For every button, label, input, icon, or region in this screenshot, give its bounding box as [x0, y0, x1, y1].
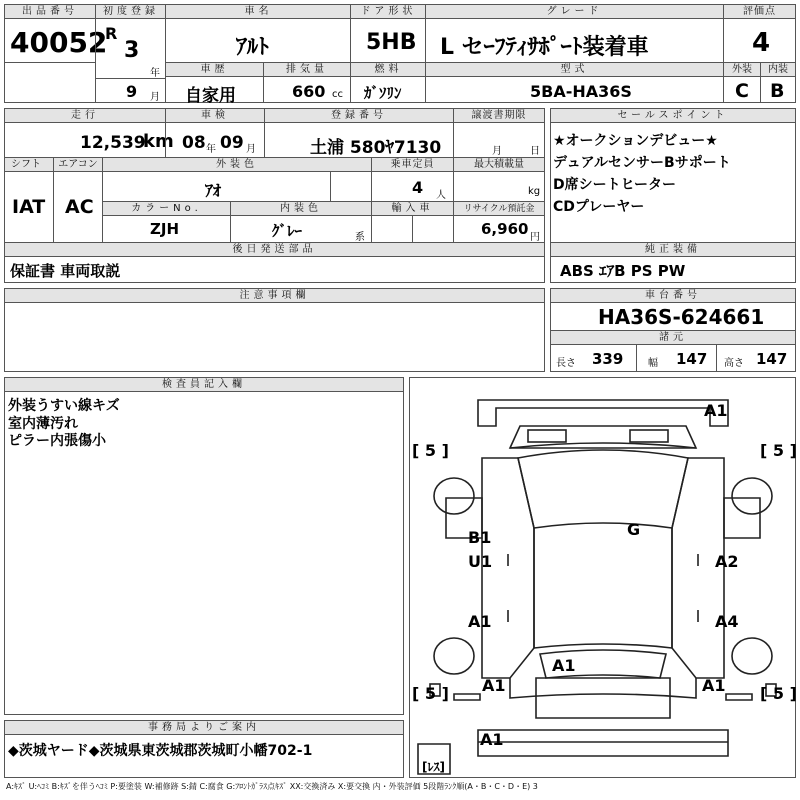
chassis-number: HA36S-624661	[598, 305, 765, 329]
displacement-unit: cc	[332, 89, 343, 100]
interior: ｸﾞﾚｰ	[272, 222, 303, 240]
displacement: 660	[292, 82, 326, 101]
recycle: 6,960	[481, 220, 529, 238]
height: 147	[756, 350, 788, 368]
color: ｱｵ	[205, 181, 222, 200]
mark-rear-right: A1	[702, 676, 726, 695]
grade-label: グレード	[426, 5, 723, 19]
mark-right-bracket-bot: [ 5 ]	[760, 684, 797, 703]
era: R	[105, 24, 118, 43]
capacity-label: 乗車定員	[372, 158, 453, 172]
ac-label: エアコン	[54, 158, 102, 172]
plate-label: 登録番号	[265, 109, 453, 123]
lot-number: 40052	[10, 26, 108, 59]
door-label: ドア形状	[351, 5, 426, 19]
insp-year: 08	[182, 133, 206, 153]
max-load-unit: kg	[528, 186, 541, 197]
mark-rear-center: A1	[552, 656, 576, 675]
color-label: 外装色	[103, 158, 371, 172]
car-outline	[410, 378, 795, 777]
interior-label: 内装色	[231, 202, 371, 216]
shift: IAT	[12, 196, 46, 218]
mark-right-bracket-top: [ 5 ]	[760, 441, 797, 460]
fuel: ｶﾞｿﾘﾝ	[364, 84, 402, 102]
insp-month-unit: 月	[246, 144, 256, 155]
mark-roof: G	[627, 520, 641, 539]
office-label: 事務局よりご案内	[5, 721, 403, 735]
inspection-label: 車検	[166, 109, 264, 123]
displacement-label: 排気量	[264, 63, 350, 77]
interior-unit: 系	[355, 232, 365, 243]
sales-line-4: CDプレーヤー	[553, 199, 645, 215]
inspector-line-1: 外装うすい線キズ	[8, 398, 120, 414]
history-label: 車歴	[166, 63, 263, 77]
transfer-month-unit: 月	[492, 146, 502, 157]
mark-right-upper: A2	[715, 552, 739, 571]
max-load-label: 最大積載量	[454, 158, 544, 172]
mark-right-mid: A4	[715, 612, 739, 631]
mark-left-mid: A1	[468, 612, 492, 631]
mark-bumper: A1	[480, 730, 504, 749]
width-label: 幅	[648, 358, 658, 369]
chassis-label: 車台番号	[551, 289, 795, 303]
inspector-line-3: ピラー内張傷小	[8, 433, 106, 449]
later-parts: 保証書 車両取説	[10, 262, 121, 280]
spec-label: 諸元	[551, 331, 795, 345]
capacity-unit: 人	[436, 190, 446, 201]
inspector-line-2: 室内薄汚れ	[8, 416, 78, 432]
sales-line-2: デュアルセンサーBサポート	[553, 155, 731, 171]
width: 147	[676, 350, 708, 368]
grade: L セｰﾌﾃｨｻﾎﾟｰﾄ装着車	[440, 35, 649, 60]
notes-label: 注意事項欄	[5, 289, 544, 303]
ac: AC	[65, 196, 94, 218]
shift-label: シフト	[5, 158, 53, 172]
reg-year-unit: 年	[150, 68, 160, 79]
length-label: 長さ	[556, 358, 576, 369]
int-label: 内装	[761, 63, 795, 77]
transfer-label: 譲渡書期限	[454, 109, 544, 123]
transfer-day-unit: 日	[530, 146, 540, 157]
mileage-label: 走行	[5, 109, 165, 123]
ext-label: 外装	[724, 63, 760, 77]
fuel-label: 燃料	[351, 63, 426, 77]
equipment-label: 純正装備	[551, 243, 795, 257]
mileage: 12,539	[80, 133, 146, 153]
recycle-unit: 円	[530, 232, 540, 243]
mark-spare: [ﾚｽ]	[422, 760, 445, 774]
color-no: ZJH	[150, 220, 180, 238]
insp-year-unit: 年	[206, 144, 216, 155]
mark-left-upper-1: B1	[468, 528, 492, 547]
car-diagram	[409, 377, 796, 778]
model: 5BA-HA36S	[530, 82, 632, 101]
reg-year: 3	[124, 38, 140, 63]
door-type: 5HB	[366, 30, 417, 55]
mark-left-bracket-top: [ 5 ]	[412, 441, 449, 460]
mark-rear-left: A1	[482, 676, 506, 695]
mileage-unit: km	[143, 131, 174, 152]
import-label: 輸入車	[372, 202, 453, 216]
ext-grade: C	[735, 80, 749, 102]
sales-line-1: ★オークションデビュー★	[553, 133, 718, 149]
reg-month: 9	[126, 82, 138, 101]
recycle-label: リサイクル預託金	[454, 202, 544, 216]
score: 4	[752, 28, 771, 58]
capacity: 4	[412, 178, 424, 197]
car-name-label: 車名	[166, 5, 351, 19]
mark-front-right: A1	[704, 401, 728, 420]
height-label: 高さ	[724, 358, 744, 369]
reg-month-unit: 月	[150, 92, 160, 103]
mark-left-upper-2: U1	[468, 552, 493, 571]
plate: 土浦 580ﾔ7130	[310, 138, 442, 158]
later-parts-label: 後日発送部品	[5, 243, 544, 257]
length: 339	[592, 350, 624, 368]
office-text: ◆茨城ヤード◆茨城県東茨城郡茨城町小幡702-1	[8, 743, 313, 759]
model-label: 型式	[426, 63, 723, 77]
insp-month: 09	[220, 133, 244, 153]
equipment: ABS ｴｱB PS PW	[560, 262, 686, 280]
int-grade: B	[770, 80, 785, 102]
lot-label: 出品番号	[5, 5, 95, 19]
car-name: ｱﾙﾄ	[236, 35, 270, 60]
inspector-label: 検査員記入欄	[5, 378, 403, 392]
first-reg-label: 初度登録	[96, 5, 166, 19]
color-no-label: カラーNo.	[103, 202, 230, 216]
mark-left-bracket-bot: [ 5 ]	[412, 684, 449, 703]
sales-point-label: セールスポイント	[551, 109, 795, 123]
score-label: 評価点	[724, 5, 795, 19]
history: 自家用	[185, 86, 236, 106]
damage-legend: A:ｷｽﾞ U:ﾍｺﾐ B:ｷｽﾞを伴うﾍｺﾐ P:要塗装 W:補修跡 S:錆 C:腐食 G:ﾌﾛﾝﾄｶﾞﾗｽ点ｷｽﾞ XX:交換済み X:要交換 内・外装評価 5段階ﾗﾝｸ順(A・B・C・D・E) 3	[6, 782, 538, 791]
sales-line-3: D席シートヒーター	[553, 177, 677, 193]
